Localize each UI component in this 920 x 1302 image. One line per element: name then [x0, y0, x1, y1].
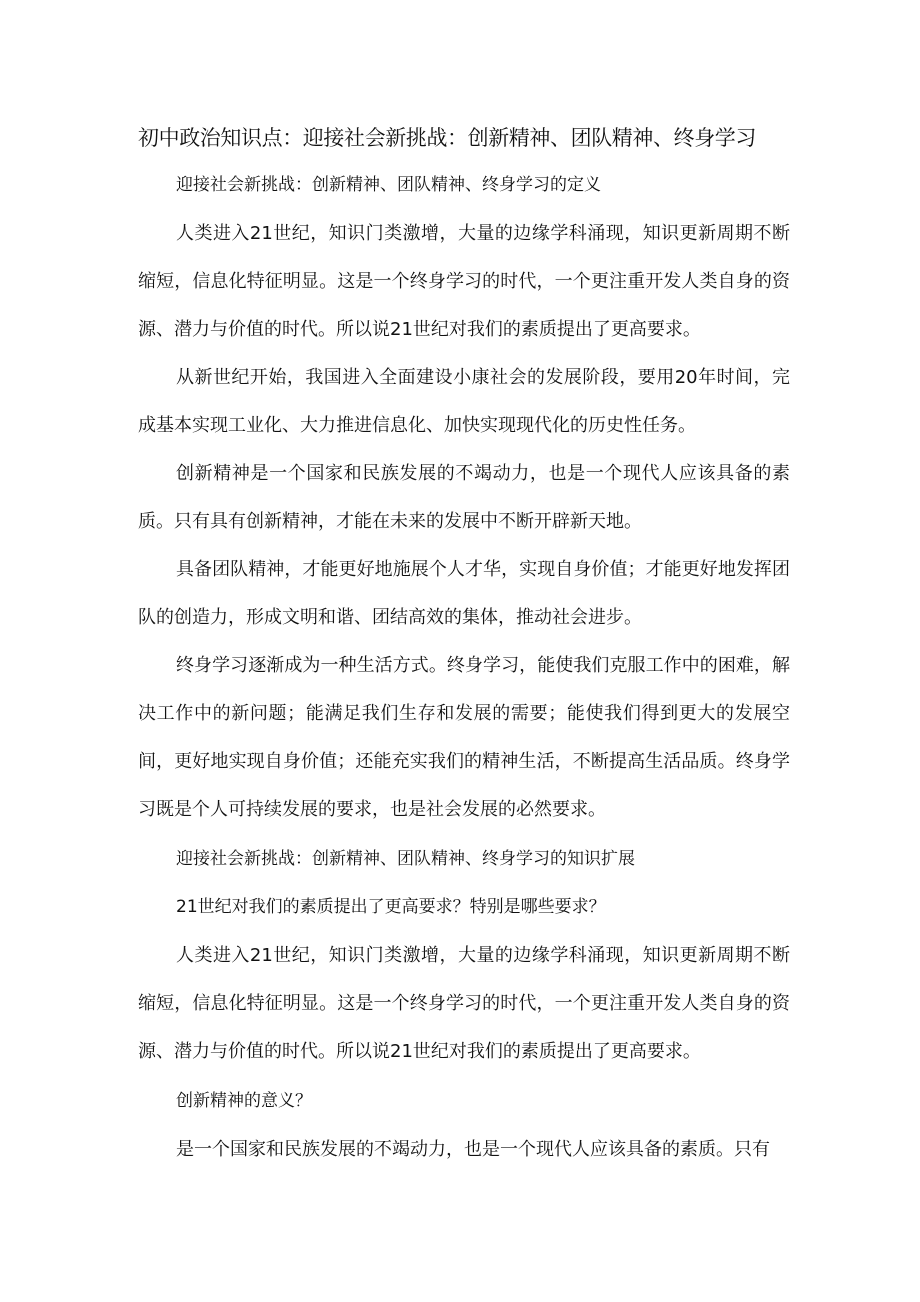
paragraph-lifelong-learning: 终身学习逐渐成为一种生活方式。终身学习，能使我们克服工作中的困难，解决工作中的新问题；能满足我们生存和发展的需要；能使我们得到更大的发展空间，更好地实现自身价值；还能充实我们的精神生活，不断提高生活品质。终身学习既是个人可持续发展的要求，也是社会发展的必然要求。	[138, 655, 790, 820]
question-heading-innovation-meaning: 创新精神的意义？	[176, 1091, 312, 1111]
section-heading-definition: 迎接社会新挑战：创新精神、团队精神、终身学习的定义	[176, 175, 601, 195]
paragraph-team-spirit: 具备团队精神，才能更好地施展个人才华，实现自身价值；才能更好地发挥团队的创造力，形成文明和谐、团结高效的集体，推动社会进步。	[138, 559, 790, 628]
paragraph-21st-century-repeat: 人类进入21世纪，知识门类激增，大量的边缘学科涌现，知识更新周期不断缩短，信息化特征明显。这是一个终身学习的时代，一个更注重开发人类自身的资源、潜力与价值的时代。所以说21世纪对我们的素质提出了更高要求。	[138, 945, 790, 1062]
question-heading-requirements: 21世纪对我们的素质提出了更高要求？特别是哪些要求？	[176, 897, 606, 917]
document-title: 初中政治知识点：迎接社会新挑战：创新精神、团队精神、终身学习	[138, 126, 756, 150]
paragraph-innovation-meaning: 是一个国家和民族发展的不竭动力，也是一个现代人应该具备的素质。只有	[176, 1139, 770, 1160]
paragraph-21st-century: 人类进入21世纪，知识门类激增，大量的边缘学科涌现，知识更新周期不断缩短，信息化特征明显。这是一个终身学习的时代，一个更注重开发人类自身的资源、潜力与价值的时代。所以说21世纪对我们的素质提出了更高要求。	[138, 223, 790, 340]
paragraph-new-century: 从新世纪开始，我国进入全面建设小康社会的发展阶段，要用20年时间，完成基本实现工业化、大力推进信息化、加快实现现代化的历史性任务。	[138, 367, 790, 436]
section-heading-knowledge-expansion: 迎接社会新挑战：创新精神、团队精神、终身学习的知识扩展	[176, 849, 635, 869]
paragraph-innovation-spirit: 创新精神是一个国家和民族发展的不竭动力，也是一个现代人应该具备的素质。只有具有创新精神，才能在未来的发展中不断开辟新天地。	[138, 463, 790, 532]
